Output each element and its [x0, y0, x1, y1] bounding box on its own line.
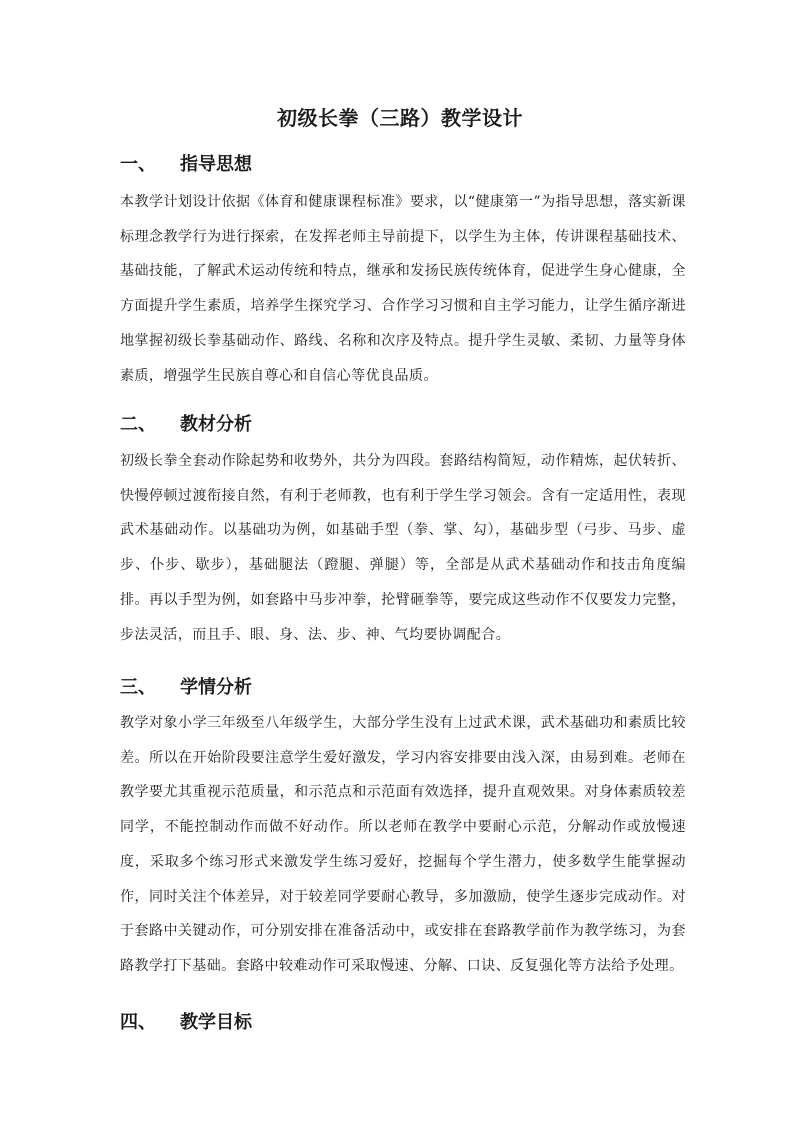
document-title: 初级长拳（三路）教学设计: [277, 106, 523, 130]
section-paragraph-student-analysis: 教学对象小学三年级至八年级学生，大部分学生没有上过武术课，武术基础功和素质比较差。所以在开始阶段要注意学生爱好激发，学习内容安排要由浅入深，由易到难。老师在教学要尤其重视示范质量，和示范点和示范面有效选择，提升直观效果。对身体素质较差同学，不能控制动作而做不好动作。所以老师在教学中要耐心示范，分解动作或放慢速度，采取多个练习形式来激发学生练习爱好，挖掘每个学生潜力，使多数学生能掌握动作，同时关注个体差异，对于较差同学要耐心教导，多加激励，使学生逐步完成动作。对于套路中关键动作，可分别安排在准备活动中，或安排在套路教学前作为教学练习，为套路教学打下基础。套路中较难动作可采取慢速、分解、口诀、反复强化等方法给予处理。: [120, 715, 686, 974]
section-heading-teaching-goals: [120, 1008, 252, 1034]
section-title: 教材分析: [180, 414, 252, 435]
section-number: 一、: [120, 154, 156, 175]
section-heading-student-analysis: [120, 673, 252, 699]
section-title: 教学目标: [180, 1012, 252, 1033]
section-number: 二、: [120, 414, 156, 435]
section-heading-material-analysis: [120, 410, 252, 436]
section-number: 三、: [120, 677, 156, 698]
section-number: 四、: [120, 1012, 156, 1033]
section-title: 指导思想: [180, 154, 252, 175]
section-paragraph-material-analysis: 初级长拳全套动作除起势和收势外，共分为四段。套路结构简短，动作精炼，起伏转折、快慢停顿过渡衔接自然，有利于老师教，也有利于学生学习领会。含有一定适用性，表现武术基础动作。以基础功为例，如基础手型（拳、掌、勾），基础步型（弓步、马步、虚步、仆步、歇步），基础腿法（蹬腿、弹腿）等，全部是从武术基础动作和技击角度编排。再以手型为例，如套路中马步冲拳，抡臂砸拳等，要完成这些动作不仅要发力完整，步法灵活，而且手、眼、身、法、步、神、气均要协调配合。: [120, 453, 686, 643]
section-heading-guiding-thought: [120, 150, 252, 176]
section-paragraph-guiding-thought: 本教学计划设计依据《体育和健康课程标准》要求，以“健康第一”为指导思想，落实新课标理念教学行为进行探索，在发挥老师主导前提下，以学生为主体，传讲课程基础技术、基础技能，了解武术运动传统和特点，继承和发扬民族传统体育，促进学生身心健康，全方面提升学生素质，培养学生探究学习、合作学习习惯和自主学习能力，让学生循序渐进地掌握初级长拳基础动作、路线、名称和次序及特点。提升学生灵敏、柔韧、力量等身体素质，增强学生民族自尊心和自信心等优良品质。: [120, 194, 686, 384]
section-title: 学情分析: [180, 677, 252, 698]
